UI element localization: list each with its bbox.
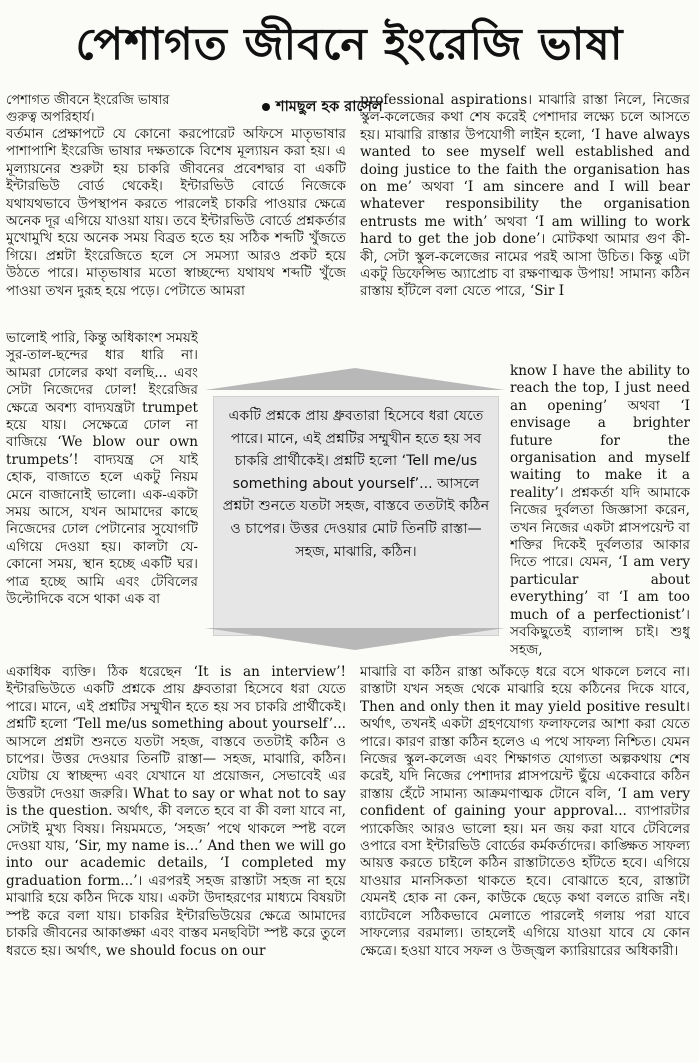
column-2-top bbox=[360, 92, 690, 362]
article-lead bbox=[6, 92, 202, 126]
article-headline: পেশাগত জীবনে ইংরেজি ভাষা bbox=[75, 19, 624, 70]
lead-text: পেশাগত জীবনে ইংরেজি ভাষার গুরুত্ব অপরিহার্য। bbox=[6, 93, 170, 125]
triangle-top-icon bbox=[205, 368, 505, 392]
column-1-bottom bbox=[6, 664, 346, 1056]
paragraph: মাঝারি বা কঠিন রাস্তা আঁকড়ে ধরে বসে থাকলে চলবে না। রাস্তাটা যখন সহজ থেকে মাঝারি হয়ে কঠিনের দিকে যাবে, Then and only then it may yield positive result। অর্থাৎ, তখনই একটা গ্রহণযোগ্য ফলাফলের আশা করা যেতে পারে। কারণ রাস্তা কঠিন হলেও এ পথে সাফল্য নিশ্চিত। যেমন নিজের স্কুল-কলেজ এবং শিক্ষাগত যোগ্যতা অল্পকথায় শেষ করেই, যদি নিজের পেশাদার প্লাসপয়েন্ট ছুঁয়ে একেবারে কঠিন রাস্তায় হেঁটে সামান্য আক্রমণাত্মক টোনে বলি, ‘I am very confident of gaining your approval... ব্যাপারটার প্যাকেজিং আরও ভালো হয়। মন জয় করা যাবে টেবিলের ওপারে বসা ইন্টারভিউ বোর্ডের কর্মকর্তাদের। কাঙ্ক্ষিত সাফল্য আয়ত্ত করতে চাইলে কঠিন রাস্তাটাতেও হাঁটতে হবে। এগিয়ে যাওয়ার মানসিকতা থাকতে হবে। বোঝাতে হবে, রাস্তাটা যেমনই হোক না কেন, কাউকে ছেড়ে কথা বলতে রাজি নই। ব্যাটেবলে সঠিকভাবে মেলাতে পারলেই গলায় পরা যাবে সাফল্যের বরমাল্য। তাহলেই এগিয়ে যাওয়া যাবে যে কোন ক্ষেত্রে। হওয়া যাবে সফল ও উজ্জ্বল ক্যারিয়ারের অধিকারী। bbox=[360, 664, 690, 959]
triangle-bottom-icon bbox=[205, 626, 505, 650]
pull-quote-box: একটি প্রশ্নকে প্রায় ধ্রুবতারা হিসেবে ধরা যেতে পারে। মানে, এই প্রশ্নটির সম্মুখীন হতে হয় সব চাকরি প্রার্থীকেই। প্রশ্নটি হলো ‘Tell me/us something about yourself’... আসলে প্রশ্নটা শুনতে যতটা সহজ, বাস্তবে ততটাই কঠিন ও চাপের। উত্তর দেওয়ার মোট তিনটি রাস্তা— সহজ, মাঝারি, কঠিন। bbox=[213, 396, 499, 636]
author-name: শামছুল হক রাসেল bbox=[276, 99, 383, 115]
column-1-top bbox=[6, 126, 346, 328]
pull-quote bbox=[205, 368, 505, 650]
paragraph: একাধিক ব্যক্তি। ঠিক ধরেছেন ‘It is an interview’! ইন্টারভিউতে একটি প্রশ্নকে প্রায় ধ্রুবতারা হিসেবে ধরা যেতে পারে। মানে, এই প্রশ্নটির সম্মুখীন হতে হয় সব চাকরি প্রার্থীকেই। প্রশ্নটি হলো ‘Tell me/us something about yourself’... আসলে প্রশ্নটা শুনতে যতটা সহজ, বাস্তবে ততটাই কঠিন ও চাপের। উত্তর দেওয়ার তিনটি রাস্তা— সহজ, মাঝারি, কঠিন। যেটায় যে স্বাচ্ছন্দ্য এবং যেখানে যা প্রয়োজন, সেভাবেই এর উত্তরটা দেওয়া জরুরি। What to say or what not to say is the question. অর্থাৎ, কী বলতে হবে বা কী বলা যাবে না, সেটাই মুখ্য বিষয়। নিয়মমতে, ‘সহজ’ পথে থাকলে স্পষ্ট বলে দেওয়া যায়, ‘Sir, my name is...’ And then we will go into our academic details, ‘I completed my graduation form...’। এরপরই সহজ রাস্তাটা সহজ না হয়ে মাঝারি হয়ে কঠিন দিকে যায়। একটা উদাহরণের মাধ্যমে বিষয়টা স্পষ্ট করে বলা যায়। চাকরির ইন্টারভিউয়ের ক্ষেত্রে আমাদের চাকরি জীবনের আকাঙ্ক্ষা এবং বাস্তব মনছবিটা স্পষ্ট করে তুলে ধরতে হয়। অর্থাৎ, we should focus on our bbox=[6, 664, 346, 959]
column-2-middle bbox=[510, 363, 690, 663]
paragraph: ভালোই পারি, কিন্তু অধিকাংশ সময়ই সুর-তাল-ছন্দের ধার ধারি না। আমরা ঢোলের কথা বলছি... এবং সেটা নিজেদের ঢোল! ইংরেজির ক্ষেত্রে অবশ্য বাদ্যযন্ত্রটা trumpet হয়ে যায়। সেক্ষেত্রে ঢোল না বাজিয়ে ‘We blow our own trumpets’! বাদ্যযন্ত্র সে যাই হোক, বাজাতে হলে একটু নিয়ম মেনে বাজানোই ভালো। এক-একটা সময় আসে, যখন আমাদের কাছে নিজেদের ঢোল পেটানোর সুযোগটি এগিয়ে দেওয়া হয়। কালটা যে-কোনো সময়, স্থান হচ্ছে একটি ঘর। পাত্র হচ্ছে আমি এবং টেবিলের উল্টোদিকে বসে থাকা এক বা bbox=[6, 330, 198, 608]
paragraph: know I have the ability to reach the top, I just need an opening’ অথবা ‘I envisage a brighter future for the organisation and myself waiting to make it a reality’। প্রশ্নকর্তা যদি আমাকে নিজের দুর্বলতা জিজ্ঞাসা করেন, তখন নিজের একটা প্লাসপয়েন্ট বা শক্তির দিকেই দুর্বলতার আকার দিতে পারে। যেমন, ‘I am very particular about everything’ বা ‘I am too much of a perfectionist’। সবকিছুতেই ব্যালান্স চাই। শুধু সহজ, bbox=[510, 363, 690, 658]
paragraph: professional aspirations। মাঝারি রাস্তা নিলে, নিজের স্কুল-কলেজের কথা শেষ করেই পেশাদার লক্ষ্যে চলে আসতে হয়। মাঝারি রাস্তার উপযোগী লাইন হলো, ‘I have always wanted to see myself well established and doing justice to the faith the organisation has on me’ অথবা ‘I am sincere and I will bear whatever responsibility the organisation entrusts me with’ অথবা ‘I am willing to work hard to get the job done’। মোটকথা আমার গুণ কী-কী, সেটা স্কুল-কলেজের নামের পরই আসা উচিত। কিন্তু এটা একটু ডিফেন্সিভ অ্যাপ্রোচ বা রক্ষণাত্মক উপায়! সামান্য কঠিন রাস্তায় হাঁটলে বলা যেতে পারে, ‘Sir I bbox=[360, 92, 690, 300]
column-1-middle bbox=[6, 330, 198, 662]
paragraph: বর্তমান প্রেক্ষাপটে যে কোনো করপোরেট অফিসে মাতৃভাষার পাশাপাশি ইংরেজি ভাষার দক্ষতাকে বিশেষ মূল্যায়ন করা হয়। এ মূল্যায়নের শুরুটা হয় চাকরি জীবনের প্রবেশদ্বার বা একটি ইন্টারভিউ বোর্ড থেকেই। ইন্টারভিউ বোর্ডে নিজেকে যথাযথভাবে উপস্থাপন করতে পারলেই চাকরি পাওয়ার ক্ষেত্রে অনেক দূর এগিয়ে যাওয়া যায়। তবে ইন্টারভিউ বোর্ডে প্রশ্নকর্তার মুখোমুখি হয়ে অনেক সময় বিব্রত হতে হয় সঠিক শব্দটি খুঁজতে গিয়ে। প্রশ্নটা ইংরেজিতে হলে সে সমস্যা আরও প্রকট হয়ে উঠতে পারে। মাতৃভাষার মতো স্বাচ্ছন্দ্যে যথাযথ শব্দটি খুঁজে পাওয়া তখন দুরূহ হয়ে পড়ে। পেটাতে আমরা bbox=[6, 126, 346, 299]
column-2-bottom bbox=[360, 664, 690, 1056]
bullet-icon bbox=[262, 103, 270, 111]
